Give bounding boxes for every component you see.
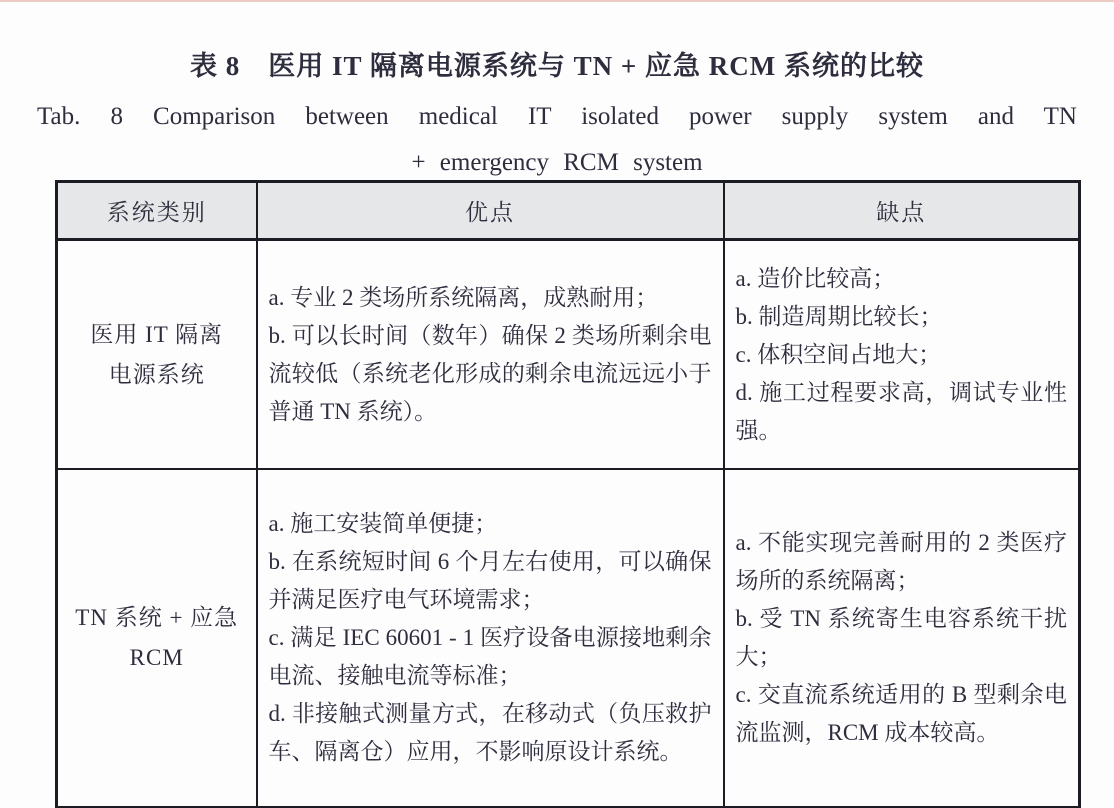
advantages-cell-tn-rcm bbox=[257, 469, 724, 808]
disadvantages-cell-medical-it bbox=[724, 240, 1080, 470]
category-cell-tn-rcm bbox=[57, 469, 257, 808]
table-row-tn-rcm bbox=[57, 469, 1080, 808]
page-top-border bbox=[0, 0, 1114, 2]
advantage-item: b. 可以长时间（数年）确保 2 类场所剩余电流较低（系统老化形成的剩余电流远远小于普通 TN 系统）。 bbox=[268, 322, 712, 424]
advantage-item: b. 在系统短时间 6 个月左右使用，可以确保并满足医疗电气环境需求； bbox=[268, 549, 712, 612]
disadvantage-item: b. 受 TN 系统寄生电容系统干扰大； bbox=[735, 606, 1067, 669]
advantage-item: d. 非接触式测量方式，在移动式（负压救护车、隔离仓）应用，不影响原设计系统。 bbox=[268, 701, 712, 764]
category-line: RCM bbox=[129, 645, 184, 670]
table-row-medical-it bbox=[57, 240, 1080, 470]
advantage-item: a. 专业 2 类场所系统隔离，成熟耐用； bbox=[268, 284, 659, 310]
table-caption-english-line1: Tab. 8 Comparison between medical IT isolated power supply system and TN bbox=[37, 103, 1077, 130]
advantages-cell-medical-it bbox=[257, 240, 724, 470]
table-caption-english-line2: + emergency RCM system bbox=[411, 149, 703, 176]
disadvantage-item: c. 体积空间占地大； bbox=[735, 341, 942, 367]
header-advantages: 优点 bbox=[257, 182, 724, 240]
disadvantage-item: a. 不能实现完善耐用的 2 类医疗场所的系统隔离； bbox=[735, 530, 1067, 593]
table-caption bbox=[37, 0, 1077, 180]
table-header-row bbox=[57, 182, 1080, 240]
category-line: TN 系统 + 应急 bbox=[75, 605, 239, 630]
category-cell-medical-it bbox=[57, 240, 257, 470]
category-line: 医用 IT 隔离 bbox=[90, 321, 224, 347]
disadvantage-item: a. 造价比较高； bbox=[735, 265, 896, 291]
header-system-category: 系统类别 bbox=[57, 182, 257, 240]
disadvantage-item: d. 施工过程要求高，调试专业性强。 bbox=[735, 379, 1067, 443]
comparison-table bbox=[55, 180, 1081, 808]
disadvantage-item: c. 交直流系统适用的 B 型剩余电流监测，RCM 成本较高。 bbox=[735, 682, 1067, 745]
disadvantage-item: b. 制造周期比较长； bbox=[735, 303, 943, 329]
advantage-item: c. 满足 IEC 60601 - 1 医疗设备电源接地剩余电流、接触电流等标准； bbox=[268, 625, 712, 688]
table-caption-chinese: 表 8 医用 IT 隔离电源系统与 TN + 应急 RCM 系统的比较 bbox=[190, 51, 924, 81]
advantage-item: a. 施工安装简单便捷； bbox=[268, 511, 498, 536]
category-line: 电源系统 bbox=[108, 361, 205, 387]
disadvantages-cell-tn-rcm bbox=[724, 469, 1080, 808]
header-disadvantages: 缺点 bbox=[724, 182, 1080, 240]
